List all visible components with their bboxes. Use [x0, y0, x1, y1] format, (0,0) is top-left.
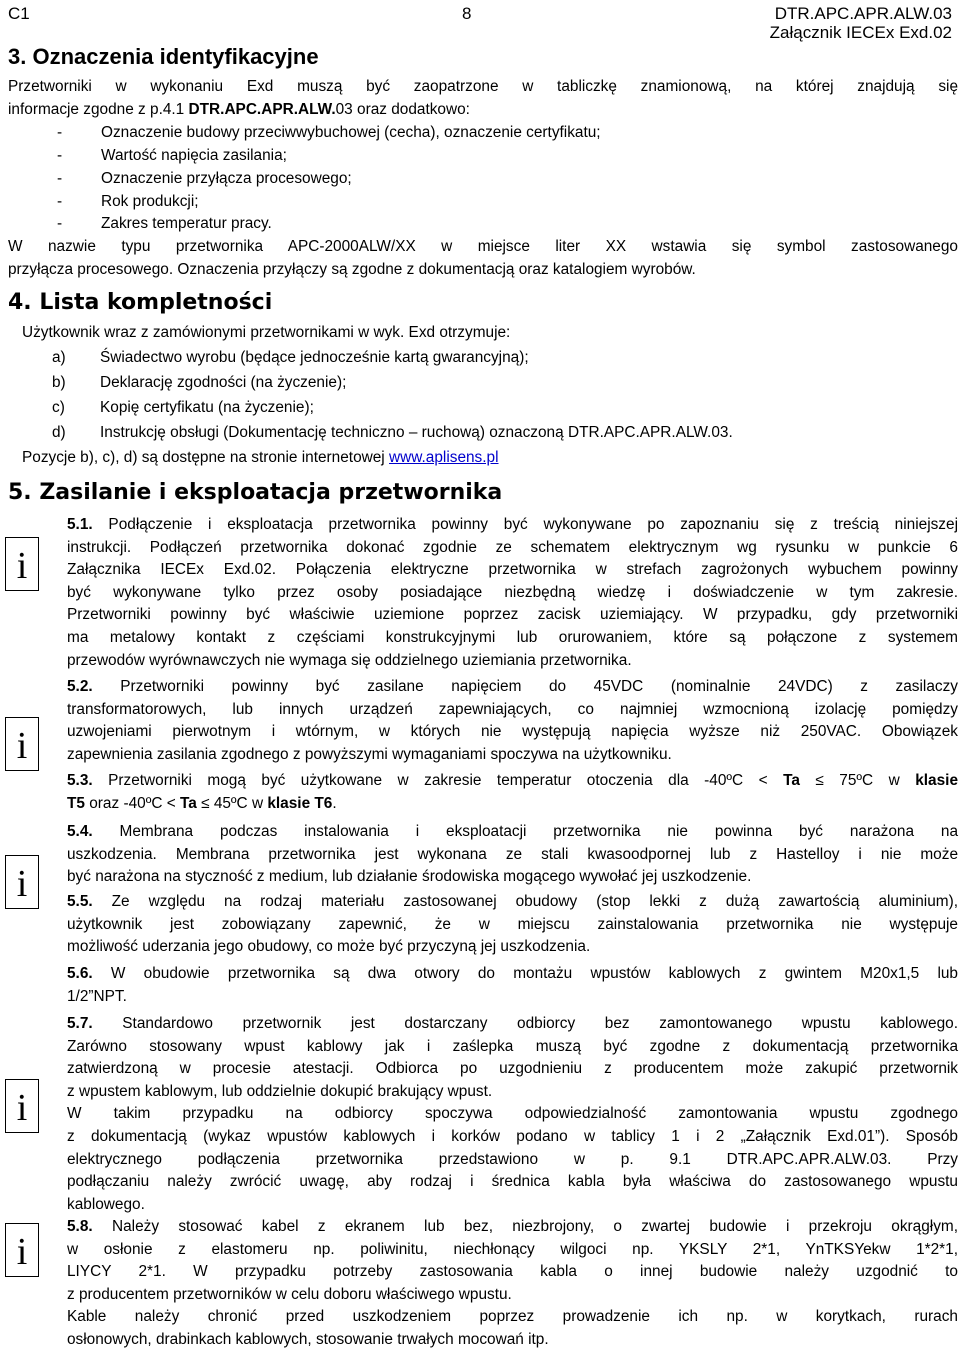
temperature-class-value: T5 — [67, 794, 85, 812]
paragraph-5-8 — [67, 1216, 958, 1352]
paragraph-line: w osłonie z elastomeru np. poliwinitu, niechłonący wilgoci np. YKSLY 2*1, YnTKSYekw 1*2*1, — [67, 1240, 958, 1258]
info-icon-glyph: i — [16, 725, 28, 767]
paragraph-line: być wykonywane tylko przez osoby posiadające niezbędną wiedzę i doświadczenie w tym zakresie. — [67, 583, 958, 601]
section-3-intro — [8, 76, 958, 121]
info-icon — [5, 1223, 39, 1277]
contents-item-text: Kopię certyfikatu (na życzenie); — [100, 399, 314, 416]
ambient-temp-symbol: Ta — [179, 794, 197, 812]
paragraph-5-4 — [67, 821, 958, 889]
less-equal-sign: ≤ — [799, 772, 840, 789]
info-icon-glyph: i — [16, 1231, 28, 1273]
section-5-title: 5. Zasilanie i eksploatacja przetwornika — [8, 480, 503, 505]
paragraph-text: Przetworniki mogą być użytkowane w zakresie temperatur otoczenia dla -40ºC < — [92, 772, 784, 789]
dash-bullet: - — [57, 193, 63, 210]
paragraph-text: Przetworniki powinny być zasilane napięciem do 45VDC (nominalnie 24VDC) z zasilaczy — [92, 678, 958, 695]
paragraph-line — [67, 676, 958, 699]
info-icon-glyph: i — [16, 545, 28, 587]
list-marker: a) — [52, 349, 66, 366]
paragraph-5-6 — [67, 963, 958, 1008]
contents-item-text: Instrukcję obsługi (Dokumentację techniczno – ruchową) oznaczoną DTR.APC.APR.ALW.03. — [100, 424, 733, 441]
paragraph-line — [67, 514, 958, 537]
paragraph-number: 5.4. — [67, 823, 93, 840]
info-icon-glyph: i — [16, 1087, 28, 1129]
paragraph-line: LIYCY 2*1. W przypadku potrzeby zastosowania kabla o innej budowie należy uzgodnić to — [67, 1263, 958, 1281]
paragraph-line: Przetworniki powinny być właściwie uziemione poprzez zacisk uziemiający. W przypadku, gdy przetworniki — [67, 606, 958, 624]
marking-item-text: Wartość napięcia zasilania; — [101, 147, 287, 164]
dash-bullet: - — [57, 170, 63, 187]
intro-text: informacje zgodne z p.4.1 — [8, 100, 189, 118]
header-left-code: C1 — [8, 4, 30, 23]
paragraph-line: instrukcji. Podłączeń przetwornika dokonać zgodnie ze schematem elektrycznym wg rysunku w punkcie 6 — [67, 538, 958, 556]
header-annex: Załącznik IECEx Exd.02 — [769, 23, 952, 42]
paragraph-number: 5.5. — [67, 893, 93, 910]
paragraph-line: użytkownik jest zobowiązany zapewnić, że w miejscu zainstalowania przetwornika nie występuje — [67, 915, 958, 933]
paragraph-line — [67, 963, 958, 986]
section-4-note-text: Pozycje b), c), d) są dostępne na stronie internetowej — [22, 449, 390, 466]
paragraph-number: 5.8. — [67, 1218, 93, 1235]
section-3-intro-line-2 — [8, 99, 958, 122]
paragraph-text: . — [332, 794, 337, 812]
info-icon-glyph: i — [16, 863, 28, 905]
section-3-title: 3. Oznaczenia identyfikacyjne — [8, 44, 319, 69]
paragraph-text: 75ºC w — [839, 772, 916, 789]
paragraph-text: Membrana podczas instalowania i eksploatacji przetwornika nie powinna być narażona na — [92, 823, 958, 840]
paragraph-line: 1/2”NPT. — [67, 987, 127, 1005]
intro-doc-ref: DTR.APC.APR.ALW. — [188, 100, 336, 118]
paragraph-5-7 — [67, 1013, 958, 1216]
section-3-note-line-2: przyłącza procesowego. Oznaczenia przyłączy są zgodne z dokumentacją oraz katalogiem wyrobów. — [8, 260, 696, 278]
paragraph-line: możliwość uderzania jego obudowy, co może być przyczyną jej uszkodzenia. — [67, 938, 591, 956]
section-3-note — [8, 236, 958, 281]
info-icon — [5, 717, 39, 771]
paragraph-text: Podłączenie i eksploatacja przetwornika powinny być wykonywane po zapoznaniu się z treścią niniejszej — [92, 516, 958, 533]
less-equal-sign: ≤ — [196, 794, 214, 812]
paragraph-line — [67, 891, 958, 914]
info-icon — [5, 855, 39, 909]
marking-item-text: Oznaczenie przyłącza procesowego; — [101, 170, 352, 187]
paragraph-text: Standardowo przetwornik jest dostarczany odbiorcy bez zamontowanego wpustu kablowego. — [92, 1015, 958, 1032]
contents-list-item — [0, 422, 960, 445]
dash-bullet: - — [57, 215, 63, 232]
paragraph-line: z wpustem kablowym, lub oddzielnie dokupić brakujący wpust. — [67, 1082, 493, 1100]
list-marker: b) — [52, 374, 66, 391]
contents-list-item — [0, 372, 960, 395]
paragraph-number: 5.3. — [67, 772, 93, 789]
contents-list-item — [0, 397, 960, 420]
section-4-title: 4. Lista kompletności — [8, 290, 273, 315]
paragraph-line: z producentem przetworników w celu doboru właściwego wpustu. — [67, 1285, 512, 1303]
dash-bullet: - — [57, 147, 63, 164]
paragraph-line: przewodów wyrównawczych nie wymaga się oddzielnego uziemiania przetwornika. — [67, 651, 632, 669]
paragraph-line: ma metalowy kontakt z częściami konstrukcyjnymi lub orurowaniem, które są połączone z systemem — [67, 628, 958, 646]
paragraph-line — [67, 821, 958, 844]
website-link[interactable]: www.aplisens.pl — [389, 449, 499, 466]
paragraph-line — [67, 1013, 958, 1036]
paragraph-text: 45ºC w — [213, 794, 268, 812]
paragraph-5-5 — [67, 891, 958, 959]
paragraph-line: transformatorowych, lub innych urządzeń zapewniających, co najmniej wzmocnioną izolację pomiędzy — [67, 700, 958, 718]
list-marker: d) — [52, 424, 66, 441]
contents-list-item — [0, 347, 960, 370]
paragraph-line: W takim przypadku na odbiorcy spoczywa odpowiedzialność zamontowania wpustu zgodnego — [67, 1105, 958, 1123]
paragraph-line: uzwojeniami pierwotnym i wtórnym, w których nie występują napięcia wyższe niż 250VAC. Obowiązek — [67, 723, 958, 741]
paragraph-number: 5.1. — [67, 516, 93, 533]
paragraph-line: zatwierdzoną w procesie atestacji. Odbiorca po uzgodnieniu z producentem może zakupić przetwornik — [67, 1060, 958, 1078]
paragraph-text: W obudowie przetwornika są dwa otwory do montażu wpustów kablowych z gwintem M20x1,5 lub — [92, 965, 958, 982]
marking-item-text: Rok produkcji; — [101, 193, 199, 210]
section-3-intro-line-1: Przetworniki w wykonaniu Exd muszą być zaopatrzone w tabliczkę znamionową, na której znajdują się — [8, 78, 958, 95]
section-3-note-line-1: W nazwie typu przetwornika APC-2000ALW/XX w miejsce liter XX wstawia się symbol zastosowanego — [8, 238, 958, 255]
paragraph-text: Ze względu na rodzaj materiału zastosowanej obudowy (stop lekki z dużą zawartością aluminium), — [92, 893, 958, 910]
section-4-intro: Użytkownik wraz z zamówionymi przetwornikami w wyk. Exd otrzymuje: — [22, 324, 511, 341]
temperature-class-label: klasie — [915, 772, 959, 789]
contents-item-text: Deklarację zgodności (na życzenie); — [100, 374, 347, 391]
paragraph-text: Należy stosować kabel z ekranem lub bez, niezbrojony, o zwartej budowie i przekroju okrągłym, — [92, 1218, 958, 1235]
info-icon — [5, 537, 39, 591]
paragraph-line — [67, 793, 958, 816]
marking-item-text: Oznaczenie budowy przeciwwybuchowej (cecha), oznaczenie certyfikatu; — [101, 124, 601, 141]
paragraph-line: Zarówno stosowany wpust kablowy jak i zaślepka muszą być zgodne z dokumentacją przetwornika — [67, 1037, 958, 1055]
paragraph-line: podłączaniu należy zwrócić uwagę, aby rodzaj i średnica kabla była właściwa do zastosowanego wpustu — [67, 1173, 958, 1191]
contents-item-text: Świadectwo wyrobu (będące jednocześnie kartą gwarancyjną); — [100, 349, 529, 366]
paragraph-line — [67, 770, 958, 793]
paragraph-5-1 — [67, 514, 958, 672]
header-doc-id: DTR.APC.APR.ALW.03 — [774, 4, 952, 23]
page-number: 8 — [462, 4, 472, 23]
paragraph-line: z dokumentacją (wykaz wpustów kablowych i korków podano w tablicy 1 i 2 „Załącznik Exd.01”). Sposób — [67, 1127, 958, 1145]
paragraph-5-2 — [67, 676, 958, 766]
temperature-class-label: klasie T6 — [267, 794, 333, 812]
paragraph-text: oraz -40ºC < — [84, 794, 180, 812]
section-4-note — [22, 447, 499, 470]
paragraph-5-3 — [67, 770, 958, 815]
paragraph-line: Kable należy chronić przed uszkodzeniem poprzez prowadzenie ich np. w korytkach, rurach — [67, 1308, 958, 1326]
list-marker: c) — [52, 399, 65, 416]
paragraph-line: kablowego. — [67, 1195, 145, 1213]
paragraph-number: 5.7. — [67, 1015, 93, 1032]
paragraph-line: osłonowych, drabinkach kablowych, stosowanie trwałych mocowań itp. — [67, 1330, 549, 1348]
paragraph-line: elektrycznego podłączenia przetwornika przedstawiono w p. 9.1 DTR.APC.APR.ALW.03. Przy — [67, 1150, 958, 1168]
paragraph-line: zapewnienia zasilania zgodnego z powyższymi wymaganiami spoczywa na użytkowniku. — [67, 745, 672, 763]
intro-text-end: 03 oraz dodatkowo: — [335, 100, 470, 118]
paragraph-line: Załącznika IECEx Exd.02. Połączenia elektryczne przetwornika w strefach zagrożonych wybuchem powinny — [67, 561, 958, 579]
info-icon — [5, 1079, 39, 1133]
paragraph-line — [67, 1216, 958, 1239]
ambient-temp-symbol: Ta — [783, 772, 800, 789]
paragraph-line: uszkodzenia. Membrana przetwornika jest wykonana ze stali kwasoodpornej lub z Hastelloy i nie może — [67, 845, 958, 863]
marking-item-text: Zakres temperatur pracy. — [101, 215, 272, 232]
paragraph-number: 5.2. — [67, 678, 93, 695]
paragraph-line: być narażona na styczność z medium, lub działanie środowiska mogącego wywołać jej uszkodzenie. — [67, 868, 752, 886]
dash-bullet: - — [57, 124, 63, 141]
paragraph-number: 5.6. — [67, 965, 93, 982]
